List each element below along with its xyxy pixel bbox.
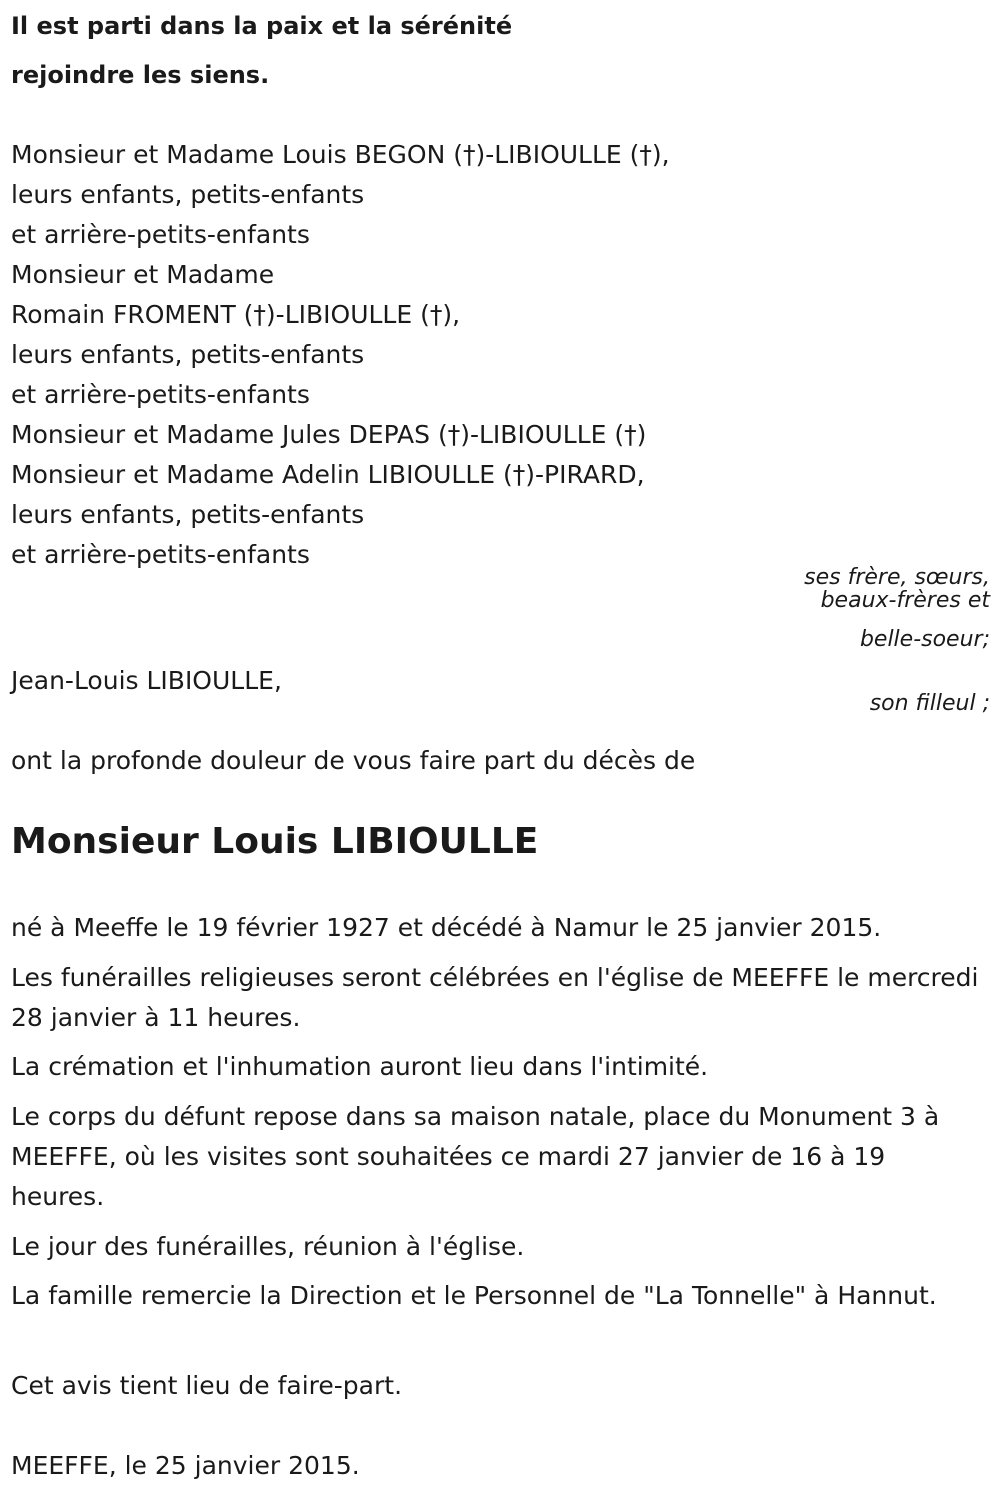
- detail-cremation: La crémation et l'inhumation auront lieu dans l'intimité.: [11, 1052, 709, 1081]
- family-line: Monsieur et Madame Louis BEGON (†)-LIBIOULLE (†),: [11, 140, 670, 169]
- family-line: Monsieur et Madame Adelin LIBIOULLE (†)-PIRARD,: [11, 460, 645, 489]
- detail-funeral: Les funérailles religieuses seront célébrées en l'église de MEEFFE le mercredi 28 janvier à 11 heures.: [11, 963, 979, 1032]
- godson-role: son filleul ;: [869, 691, 990, 716]
- family-line: Romain FROMENT (†)-LIBIOULLE (†),: [11, 300, 461, 329]
- family-line: et arrière-petits-enfants: [11, 380, 310, 409]
- siblings-role-line-1: ses frère, sœurs,: [804, 565, 990, 590]
- intro-line-1: Il est parti dans la paix et la sérénité: [11, 12, 513, 40]
- intro-line-2: rejoindre les siens.: [11, 61, 270, 89]
- detail-thanks: La famille remercie la Direction et le Personnel de "La Tonnelle" à Hannut.: [11, 1281, 937, 1310]
- family-line: Monsieur et Madame: [11, 260, 275, 289]
- signature-place-date: MEEFFE, le 25 janvier 2015.: [11, 1451, 360, 1480]
- family-line: leurs enfants, petits-enfants: [11, 500, 365, 529]
- announcement-text: ont la profonde douleur de vous faire part du décès de: [11, 746, 696, 775]
- family-line: et arrière-petits-enfants: [11, 540, 310, 569]
- deceased-name: Monsieur Louis LIBIOULLE: [11, 821, 539, 862]
- detail-birth-death: né à Meeffe le 19 février 1927 et décédé à Namur le 25 janvier 2015.: [11, 913, 882, 942]
- siblings-role-line-2: beaux-frères et: [820, 588, 990, 613]
- family-line: leurs enfants, petits-enfants: [11, 180, 365, 209]
- family-line: Monsieur et Madame Jules DEPAS (†)-LIBIOULLE (†): [11, 420, 647, 449]
- detail-meeting: Le jour des funérailles, réunion à l'église.: [11, 1232, 525, 1261]
- family-line: leurs enfants, petits-enfants: [11, 340, 365, 369]
- detail-notice: Cet avis tient lieu de faire-part.: [11, 1371, 403, 1400]
- family-line: et arrière-petits-enfants: [11, 220, 310, 249]
- detail-visitation: Le corps du défunt repose dans sa maison natale, place du Monument 3 à MEEFFE, où les visites sont souhaitées ce mardi 27 janvier de 16 à 19 heures.: [11, 1102, 940, 1211]
- godson-name: Jean-Louis LIBIOULLE,: [11, 666, 282, 695]
- siblings-role-line-3: belle-soeur;: [859, 627, 990, 652]
